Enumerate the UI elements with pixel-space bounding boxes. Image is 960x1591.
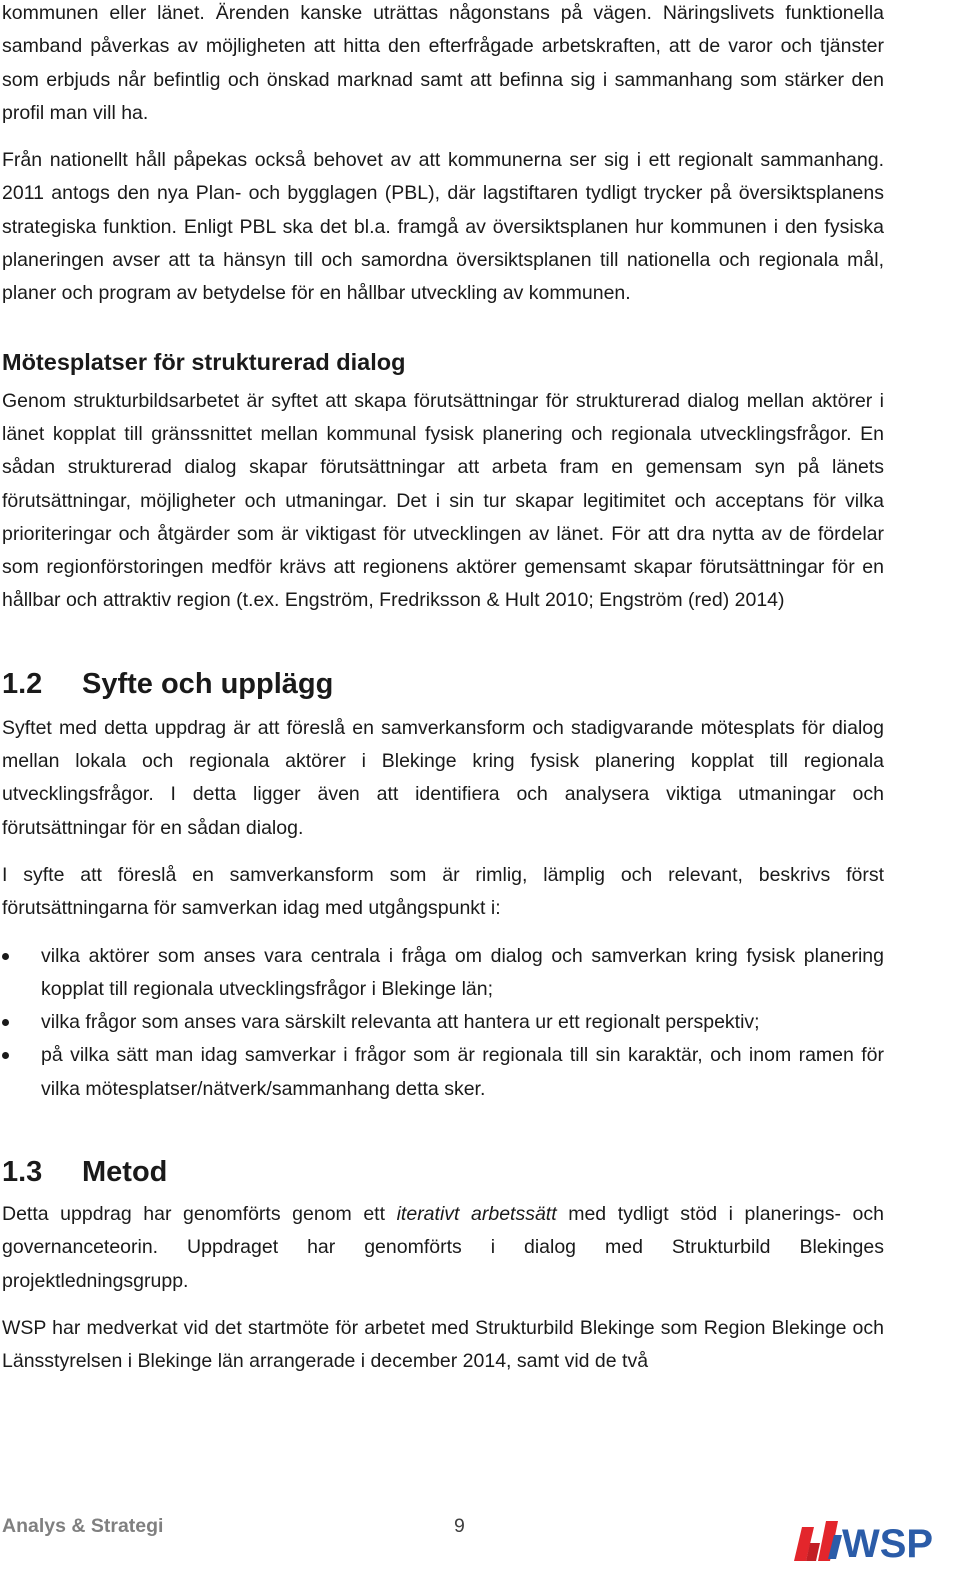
section-title: Syfte och upplägg <box>82 667 334 700</box>
svg-text:WSP: WSP <box>842 1522 934 1563</box>
page-number: 9 <box>454 1515 465 1537</box>
heading-motesplatser: Mötesplatser för strukturerad dialog <box>2 348 406 375</box>
paragraph-dialog: Genom strukturbildsarbetet är syftet att skapa förutsättningar för strukturerad dialog mellan aktörer i länet kopplat till gränssnittet mellan kommunal fysisk planering och regionala utvecklingsfrågor. En sådan strukturerad dialog skapar förutsättningar att arbeta fram en gemensam syn på länets förutsättningar, möjligheter och utmaningar. Det i sin tur skapar legitimitet och acceptans för vilka prioriteringar och åtgärder som är viktigast för utvecklingen av länet. För att dra nytta av de fördelar som regionförstoringen medför krävs att regionens aktörer gemensamt skapar förutsättningar för en hållbar och attraktiv region (t.ex. Engström, Fredriksson & Hult 2010; Engström (red) 2014) <box>2 389 884 612</box>
paragraph-wsp: WSP har medverkat vid det startmöte för arbetet med Strukturbild Blekinge som Region Blekinge och Länsstyrelsen i Blekinge län arrangerade i december 2014, samt vid de två <box>2 1316 884 1373</box>
list-item: på vilka sätt man idag samverkar i frågor som är regionala till sin karaktär, och inom ramen för vilka mötesplatser/nätverk/sammanhang detta sker. <box>2 1039 884 1106</box>
document-page <box>2 0 884 1379</box>
section-heading-metod <box>2 1154 884 1190</box>
emphasis-text: iterativt arbetssätt <box>396 1203 557 1226</box>
section-number: 1.2 <box>2 667 43 700</box>
paragraph-metod: Detta uppdrag har genomförts genom ett iterativt arbetssätt med tydligt stöd i planerings- och governanceteorin. Uppdraget har genomförts i dialog med Strukturbild Blekinges projektledningsgrupp. <box>2 1203 884 1292</box>
bullet-icon <box>2 1019 9 1026</box>
list-item: vilka frågor som anses vara särskilt relevanta att hantera ur ett regionalt perspektiv; <box>2 1006 884 1039</box>
paragraph-intro: kommunen eller länet. Ärenden kanske uträttas någonstans på vägen. Näringslivets funktionella samband påverkas av möjligheten att hitta den efterfrågade arbetskraften, att de varor och tjänster som erbjuds når befintlig och önskad marknad samt att befinna sig i sammanhang som stärker den profil man vill ha. <box>2 2 884 124</box>
paragraph-syfte: Syftet med detta uppdrag är att föreslå en samverkansform och stadigvarande mötesplats för dialog mellan lokala och regionala aktörer i Blekinge kring fysisk planering kopplat till regionala utvecklingsfrågor. I detta ligger även att identifiera och analysera viktiga utmaningar och förutsättningar för en sådan dialog. <box>2 716 884 839</box>
section-heading-syfte <box>2 666 884 702</box>
paragraph-pbl: Från nationellt håll påpekas också behovet av att kommunerna ser sig i ett regionalt sammanhang. 2011 antogs den nya Plan- och bygglagen (PBL), där lagstiftaren tydligt trycker på översiktsplanens strategiska funktion. Enligt PBL ska det bl.a. framgå av översiktsplanen hur kommunen i den fysiska planeringen avser att ta hänsyn till och samordna översiktsplanen till nationella och regionala mål, planer och program av betydelse för en hållbar utveckling av kommunen. <box>2 149 884 305</box>
wsp-logo <box>792 1513 952 1563</box>
list-item: vilka aktörer som anses vara centrala i fråga om dialog och samverkan kring fysisk planering kopplat till regionala utvecklingsfrågor i Blekinge län; <box>2 940 884 1007</box>
bullet-icon <box>2 1052 9 1059</box>
section-title: Metod <box>82 1156 168 1189</box>
bullet-list <box>2 940 884 1106</box>
page-footer <box>2 1513 957 1573</box>
section-number: 1.3 <box>2 1156 43 1189</box>
bullet-icon <box>2 953 9 960</box>
footer-label: Analys & Strategi <box>2 1515 164 1537</box>
paragraph-samverkansform: I syfte att föreslå en samverkansform som är rimlig, lämplig och relevant, beskrivs först förutsättningarna för samverkan idag med utgångspunkt i: <box>2 863 884 920</box>
